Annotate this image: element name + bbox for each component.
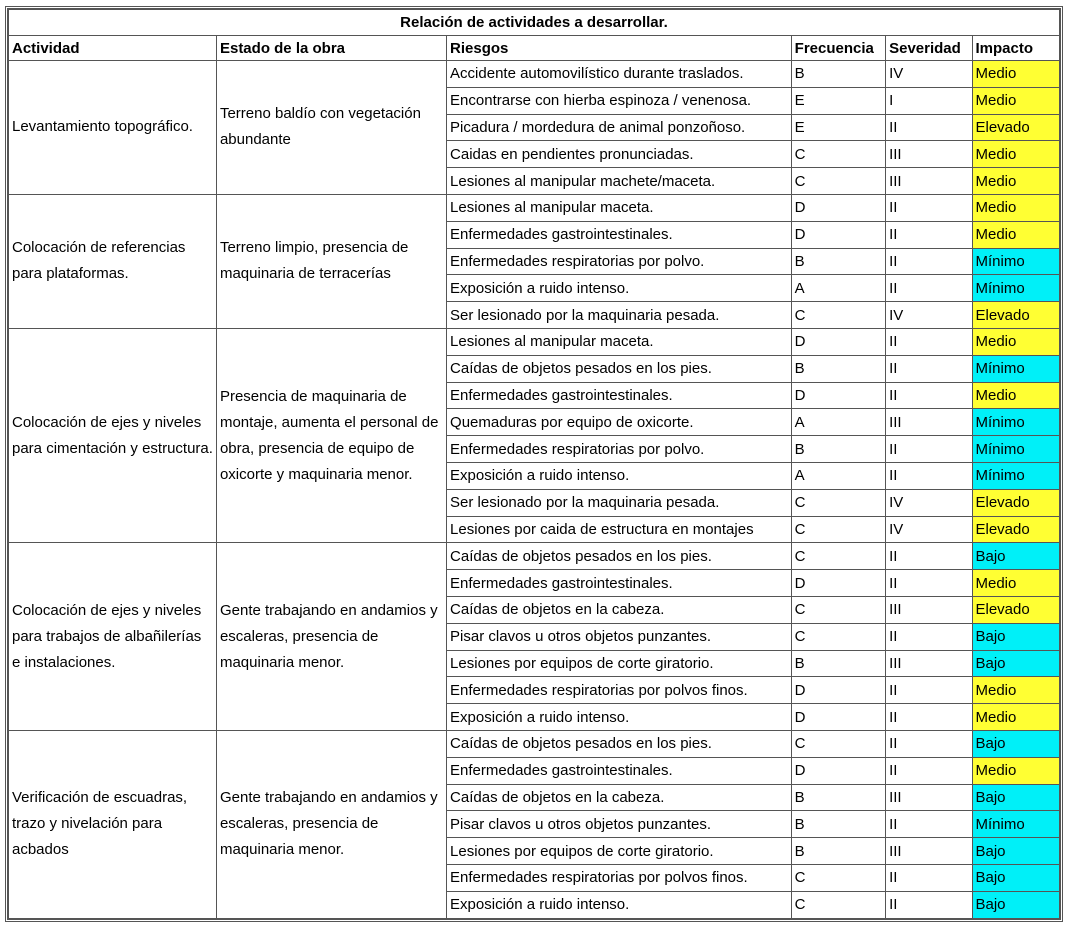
severity-cell: II [886,570,972,597]
severity-cell: II [886,436,972,463]
impact-cell: Bajo [972,864,1060,891]
header-estado: Estado de la obra [216,36,446,61]
severity-cell: II [886,275,972,302]
impact-cell: Medio [972,570,1060,597]
severity-cell: III [886,409,972,436]
risk-cell: Caídas de objetos en la cabeza. [447,784,792,811]
severity-cell: II [886,891,972,918]
severity-cell: II [886,248,972,275]
frequency-cell: B [791,811,885,838]
impact-cell: Medio [972,757,1060,784]
impact-cell: Medio [972,61,1060,88]
frequency-cell: D [791,328,885,355]
severity-cell: II [886,221,972,248]
activity-cell: Colocación de ejes y niveles para trabajos de albañilerías e instalaciones. [9,543,217,731]
frequency-cell: D [791,757,885,784]
impact-cell: Medio [972,141,1060,168]
risk-cell: Caídas de objetos pesados en los pies. [447,355,792,382]
table-row [9,328,1060,355]
site-state-cell: Terreno baldío con vegetación abundante [216,61,446,195]
frequency-cell: C [791,489,885,516]
severity-cell: III [886,168,972,195]
table-row [9,543,1060,570]
site-state-cell: Gente trabajando en andamios y escaleras, presencia de maquinaria menor. [216,730,446,918]
site-state-cell: Terreno limpio, presencia de maquinaria de terracerías [216,194,446,328]
severity-cell: II [886,704,972,731]
frequency-cell: D [791,704,885,731]
risk-cell: Enfermedades respiratorias por polvos finos. [447,864,792,891]
risk-cell: Ser lesionado por la maquinaria pesada. [447,302,792,329]
impact-cell: Mínimo [972,248,1060,275]
risk-cell: Accidente automovilístico durante traslados. [447,61,792,88]
table-row [9,61,1060,88]
risk-table [8,9,1060,919]
risk-cell: Caídas de objetos pesados en los pies. [447,730,792,757]
impact-cell: Mínimo [972,275,1060,302]
severity-cell: II [886,543,972,570]
header-row [9,36,1060,61]
frequency-cell: B [791,650,885,677]
risk-cell: Caídas de objetos en la cabeza. [447,596,792,623]
table-title: Relación de actividades a desarrollar. [9,10,1060,36]
table-body [9,61,1060,919]
frequency-cell: C [791,141,885,168]
activity-cell: Colocación de ejes y niveles para cimentación y estructura. [9,328,217,542]
severity-cell: IV [886,516,972,543]
severity-cell: II [886,864,972,891]
frequency-cell: A [791,462,885,489]
table-row [9,730,1060,757]
impact-cell: Mínimo [972,462,1060,489]
severity-cell: II [886,623,972,650]
frequency-cell: D [791,570,885,597]
site-state-cell: Presencia de maquinaria de montaje, aumenta el personal de obra, presencia de equipo de oxicorte y maquinaria menor. [216,328,446,542]
severity-cell: II [886,114,972,141]
impact-cell: Medio [972,168,1060,195]
frequency-cell: B [791,61,885,88]
risk-cell: Picadura / mordedura de animal ponzoñoso. [447,114,792,141]
risk-cell: Exposición a ruido intenso. [447,275,792,302]
severity-cell: II [886,328,972,355]
severity-cell: III [886,650,972,677]
impact-cell: Bajo [972,650,1060,677]
risk-cell: Exposición a ruido intenso. [447,891,792,918]
frequency-cell: B [791,436,885,463]
frequency-cell: C [791,516,885,543]
impact-cell: Bajo [972,891,1060,918]
impact-cell: Elevado [972,596,1060,623]
severity-cell: II [886,757,972,784]
risk-cell: Enfermedades respiratorias por polvo. [447,248,792,275]
impact-cell: Elevado [972,516,1060,543]
risk-table-frame [5,6,1063,922]
severity-cell: II [886,677,972,704]
risk-cell: Exposición a ruido intenso. [447,704,792,731]
header-frecuencia: Frecuencia [791,36,885,61]
frequency-cell: D [791,382,885,409]
impact-cell: Bajo [972,623,1060,650]
risk-cell: Enfermedades gastrointestinales. [447,757,792,784]
frequency-cell: A [791,409,885,436]
header-actividad: Actividad [9,36,217,61]
severity-cell: II [886,730,972,757]
severity-cell: IV [886,489,972,516]
frequency-cell: B [791,784,885,811]
frequency-cell: B [791,248,885,275]
impact-cell: Bajo [972,838,1060,865]
header-riesgos: Riesgos [447,36,792,61]
impact-cell: Medio [972,677,1060,704]
severity-cell: II [886,811,972,838]
severity-cell: II [886,382,972,409]
severity-cell: III [886,838,972,865]
risk-cell: Lesiones por equipos de corte giratorio. [447,838,792,865]
impact-cell: Bajo [972,543,1060,570]
risk-cell: Enfermedades gastrointestinales. [447,570,792,597]
frequency-cell: B [791,838,885,865]
site-state-cell: Gente trabajando en andamios y escaleras, presencia de maquinaria menor. [216,543,446,731]
risk-cell: Pisar clavos u otros objetos punzantes. [447,811,792,838]
severity-cell: III [886,596,972,623]
risk-cell: Quemaduras por equipo de oxicorte. [447,409,792,436]
impact-cell: Elevado [972,114,1060,141]
impact-cell: Elevado [972,489,1060,516]
severity-cell: III [886,141,972,168]
severity-cell: II [886,355,972,382]
risk-cell: Lesiones al manipular machete/maceta. [447,168,792,195]
severity-cell: II [886,194,972,221]
risk-cell: Exposición a ruido intenso. [447,462,792,489]
risk-cell: Enfermedades gastrointestinales. [447,221,792,248]
impact-cell: Medio [972,87,1060,114]
frequency-cell: E [791,114,885,141]
impact-cell: Mínimo [972,409,1060,436]
impact-cell: Elevado [972,302,1060,329]
frequency-cell: C [791,168,885,195]
severity-cell: III [886,784,972,811]
table-row [9,194,1060,221]
impact-cell: Medio [972,382,1060,409]
frequency-cell: C [791,596,885,623]
risk-cell: Ser lesionado por la maquinaria pesada. [447,489,792,516]
risk-cell: Pisar clavos u otros objetos punzantes. [447,623,792,650]
frequency-cell: D [791,194,885,221]
frequency-cell: D [791,677,885,704]
risk-cell: Lesiones por caida de estructura en montajes [447,516,792,543]
impact-cell: Mínimo [972,436,1060,463]
activity-cell: Colocación de referencias para plataformas. [9,194,217,328]
impact-cell: Mínimo [972,355,1060,382]
risk-cell: Lesiones al manipular maceta. [447,194,792,221]
risk-cell: Caidas en pendientes pronunciadas. [447,141,792,168]
frequency-cell: A [791,275,885,302]
risk-cell: Lesiones por equipos de corte giratorio. [447,650,792,677]
impact-cell: Medio [972,328,1060,355]
risk-cell: Caídas de objetos pesados en los pies. [447,543,792,570]
frequency-cell: C [791,730,885,757]
impact-cell: Medio [972,704,1060,731]
risk-cell: Enfermedades gastrointestinales. [447,382,792,409]
frequency-cell: C [791,302,885,329]
risk-cell: Enfermedades respiratorias por polvos finos. [447,677,792,704]
severity-cell: I [886,87,972,114]
frequency-cell: D [791,221,885,248]
impact-cell: Bajo [972,784,1060,811]
header-impacto: Impacto [972,36,1060,61]
impact-cell: Mínimo [972,811,1060,838]
severity-cell: IV [886,61,972,88]
risk-cell: Encontrarse con hierba espinoza / venenosa. [447,87,792,114]
frequency-cell: E [791,87,885,114]
risk-cell: Lesiones al manipular maceta. [447,328,792,355]
impact-cell: Medio [972,194,1060,221]
frequency-cell: C [791,864,885,891]
activity-cell: Verificación de escuadras, trazo y nivelación para acbados [9,730,217,918]
frequency-cell: C [791,891,885,918]
frequency-cell: C [791,543,885,570]
impact-cell: Medio [972,221,1060,248]
severity-cell: II [886,462,972,489]
impact-cell: Bajo [972,730,1060,757]
frequency-cell: B [791,355,885,382]
risk-cell: Enfermedades respiratorias por polvo. [447,436,792,463]
header-severidad: Severidad [886,36,972,61]
severity-cell: IV [886,302,972,329]
frequency-cell: C [791,623,885,650]
activity-cell: Levantamiento topográfico. [9,61,217,195]
